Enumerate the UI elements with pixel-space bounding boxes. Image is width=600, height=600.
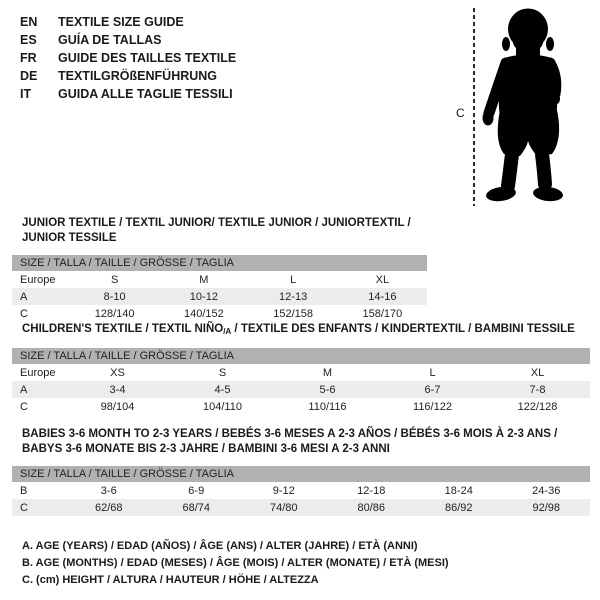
table-cell: 80/86 [357,501,386,514]
language-title: TEXTILE SIZE GUIDE [58,15,184,29]
table-cell: M [199,273,209,286]
table-cell: 92/98 [532,501,561,514]
table-cell: 8-10 [103,290,126,303]
babies-textile-section [12,427,590,516]
table-cell: 4-5 [214,383,231,396]
table-cell: 110/116 [308,400,347,413]
row-label: B [20,484,28,497]
row-label: A [20,383,28,396]
table-cell: 14-16 [368,290,397,303]
language-row [20,67,236,85]
table-cell: 104/110 [203,400,242,413]
table-cell: 68/74 [182,501,211,514]
height-measure-line [472,8,476,206]
language-row [20,13,236,31]
table-title [22,427,590,457]
table-cell: 10-12 [189,290,218,303]
table-cell: 86/92 [444,501,473,514]
height-measure-label: C [456,106,465,120]
table-cell: 122/128 [517,400,558,413]
table-cell: M [322,366,333,379]
footnote-a: A. AGE (YEARS) / EDAD (AÑOS) / ÂGE (ANS) / ALTER (JAHRE) / ETÀ (ANNI) [22,540,418,552]
table-cell: 128/140 [94,307,135,320]
table-title: JUNIOR TEXTILE / TEXTIL JUNIOR/ TEXTILE JUNIOR / JUNIORTEXTIL / JUNIOR TESSILE [22,217,411,244]
table-cell: 12-18 [357,484,386,497]
table-cell: 62/68 [94,501,123,514]
table-cell: 7-8 [529,383,546,396]
table-row [12,305,427,322]
childrens-textile-section [12,322,590,415]
table-row [12,288,427,305]
table-title-text: CHILDREN'S TEXTILE / TEXTIL NIÑO [22,323,224,335]
table-cell: 3-4 [109,383,126,396]
table-cell: 98/104 [100,400,135,413]
row-label: Europe [20,366,56,379]
table-cell: 12-13 [279,290,308,303]
language-title: TEXTILGRÖßENFÜHRUNG [58,69,218,83]
table-title-line1: BABIES 3-6 MONTH TO 2-3 YEARS / BEBÉS 3-6 MESES A 2-3 AÑOS / BÉBÉS 3-6 MOIS À 2-3 ANS / [22,428,558,440]
table-cell: 3-6 [100,484,117,497]
size-header-bar: SIZE / TALLA / TAILLE / GRÖSSE / TAGLIA [12,255,427,271]
table-cell: L [290,273,297,286]
table-title-line2: BABYS 3-6 MONATE BIS 2-3 JAHRE / BAMBINI 3-6 MESI A 2-3 ANNI [22,443,390,455]
table-cell: 140/152 [183,307,224,320]
language-title-block [20,13,236,103]
language-title: GUIDA ALLE TAGLIE TESSILI [58,87,233,101]
footnote-c: C. (cm) HEIGHT / ALTURA / HAUTEUR / HÖHE / ALTEZZA [22,574,319,586]
language-title: GUIDE DES TAILLES TEXTILE [58,51,237,65]
table-cell: S [110,273,119,286]
footnotes [22,538,449,589]
table-title-subscript: /A [223,327,232,336]
footnote-b: B. AGE (MONTHS) / EDAD (MESES) / ÂGE (MOIS) / ALTER (MONATE) / ETÀ (MESI) [22,557,449,569]
language-row [20,85,236,103]
language-row [20,49,236,67]
table-title-text: / TEXTILE DES ENFANTS / KINDERTEXTIL / BAMBINI TESSILE [231,323,575,335]
table-cell: 9-12 [272,484,295,497]
table-row [12,271,427,288]
language-code: FR [20,51,37,65]
table-cell: 158/170 [362,307,403,320]
row-label: C [20,307,28,320]
table-cell: 18-24 [444,484,473,497]
baby-silhouette-icon [480,6,572,206]
size-table [12,482,590,516]
language-code: IT [20,87,32,101]
junior-textile-section [12,216,427,322]
table-cell: 5-6 [319,383,336,396]
table-cell: 152/158 [273,307,313,320]
row-label: A [20,290,28,303]
table-cell: 6-7 [424,383,441,396]
language-title: GUÍA DE TALLAS [58,33,162,47]
table-row [12,398,590,415]
table-cell: XS [110,366,125,379]
table-row [12,499,590,516]
table-row [12,381,590,398]
language-code: ES [20,33,37,47]
language-row [20,31,236,49]
language-code: DE [20,69,38,83]
row-label: C [20,501,28,514]
size-table [12,364,590,415]
table-row [12,482,590,499]
row-label: Europe [20,273,56,286]
table-cell: L [429,366,436,379]
size-header-bar: SIZE / TALLA / TAILLE / GRÖSSE / TAGLIA [12,466,590,482]
table-cell: XL [530,366,545,379]
table-cell: 6-9 [188,484,205,497]
language-code: EN [20,15,38,29]
table-title [22,322,590,339]
table-cell: 116/122 [413,400,452,413]
table-cell: XL [375,273,390,286]
table-row [12,364,590,381]
table-cell: 74/80 [269,501,298,514]
table-cell: S [218,366,227,379]
size-header-bar: SIZE / TALLA / TAILLE / GRÖSSE / TAGLIA [12,348,590,364]
row-label: C [20,400,28,413]
size-table [12,271,427,322]
table-cell: 24-36 [532,484,561,497]
